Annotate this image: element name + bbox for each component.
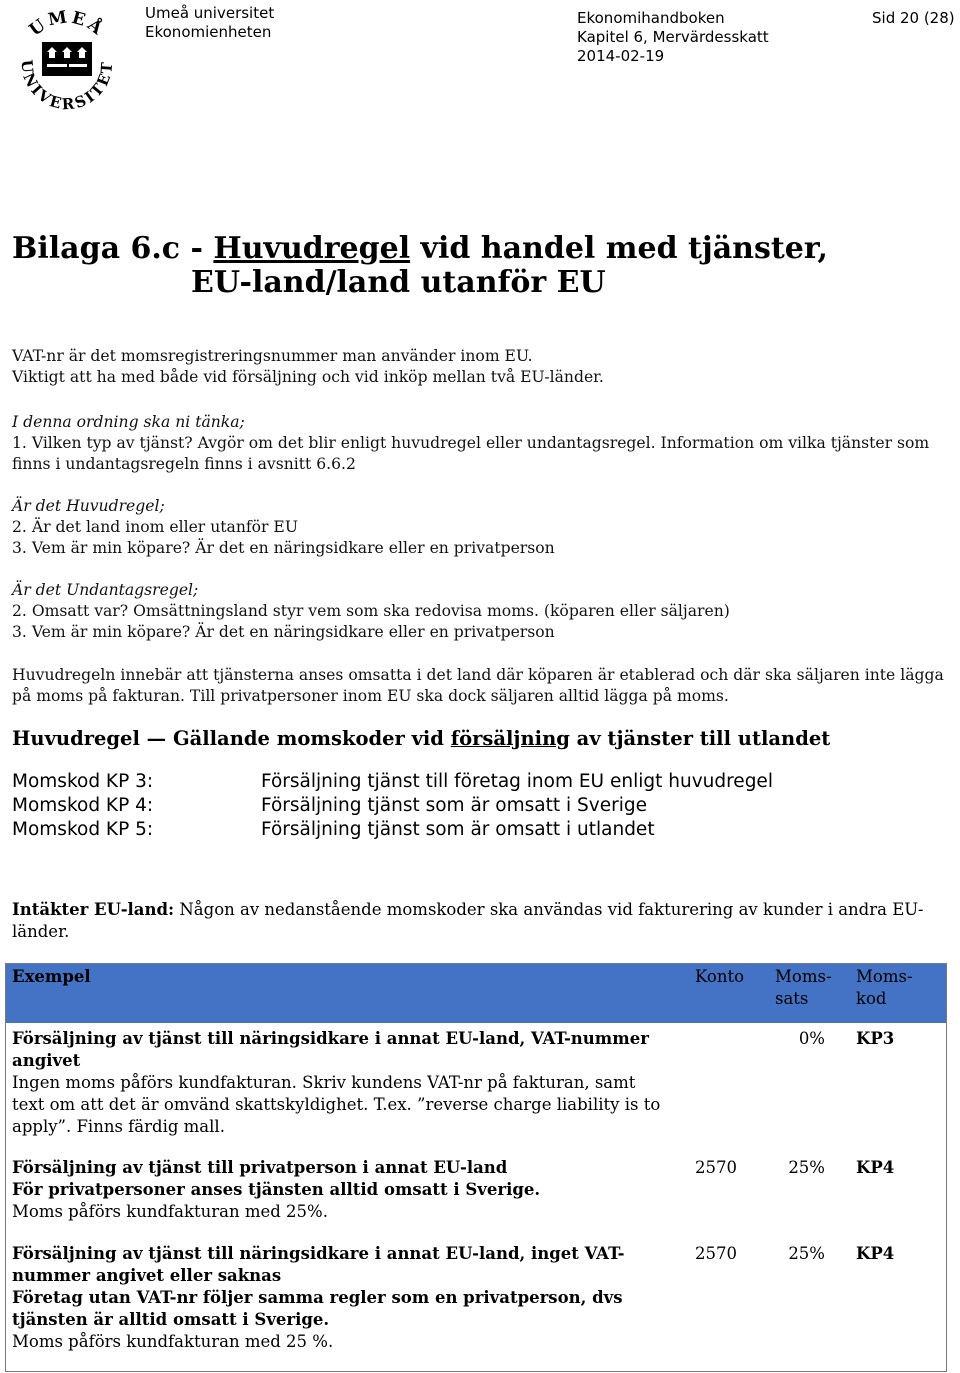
intro-line-1: VAT-nr är det momsregistreringsnummer man använder inom EU.	[12, 347, 533, 365]
intro	[12, 346, 947, 388]
title-line2: EU-land/land utanför EU	[191, 265, 606, 300]
svg-text:UMEÅ: UMEÅ	[25, 6, 109, 41]
row-momskod: KP4	[856, 1158, 895, 1177]
row-momssats: 25%	[788, 1244, 825, 1263]
intakter-label: Intäkter EU-land:	[12, 900, 175, 919]
col-exempel: Exempel	[12, 967, 91, 986]
row-momssats: 25%	[788, 1158, 825, 1177]
intakter-paragraph	[12, 899, 942, 943]
summary-paragraph: Huvudregeln innebär att tjänsterna anses omsatta i det land där köparen är etablerad och där ska säljaren inte lägga på moms på fakturan. Till privatpersoner inom EU ska dock säljaren alltid lägga på moms.	[12, 666, 944, 705]
momskod-text: Försäljning tjänst som är omsatt i utlandet	[261, 819, 655, 840]
intro-line-2: Viktigt att ha med både vid försäljning och vid inköp mellan två EU-länder.	[12, 368, 604, 386]
header-doc: Ekonomihandboken	[577, 9, 725, 27]
row-text: Ingen moms påförs kundfakturan. Skriv kundens VAT-nr på fakturan, samt text om att det är omvänd skattskyldighet. T.ex. ”reverse charge liability is to apply”. Finns färdig mall.	[12, 1073, 661, 1136]
huvudregel-block	[12, 496, 947, 559]
header-org: Umeå universitet	[145, 4, 275, 22]
title-underlined: Huvudregel	[213, 231, 411, 266]
table-header	[6, 964, 946, 1023]
momskod-row	[12, 818, 912, 842]
header-unit: Ekonomienheten	[145, 23, 272, 41]
row-bold2: Företag utan VAT-nr följer samma regler som en privatperson, dvs tjänsten är alltid omsatt i Sverige.	[12, 1288, 623, 1329]
umea-university-logo	[6, 2, 128, 124]
momskod-list	[12, 770, 912, 842]
momskod-row	[12, 794, 912, 818]
page-number: Sid 20 (28)	[872, 9, 955, 27]
huvudregel-heading: Är det Huvudregel;	[12, 497, 165, 515]
row-momssats: 0%	[798, 1029, 825, 1048]
ordning-item-1: 1. Vilken typ av tjänst? Avgör om det blir enligt huvudregel eller undantagsregel. Information om vilka tjänster som finns i undantagsregeln finns i avsnitt 6.6.2	[12, 434, 930, 473]
title-prefix: Bilaga 6.c -	[12, 231, 214, 266]
huvudregel-item-3: 3. Vem är min köpare? Är det en näringsidkare eller en privatperson	[12, 539, 555, 557]
row-text: Moms påförs kundfakturan med 25 %.	[12, 1332, 334, 1351]
page-title	[12, 232, 828, 300]
exempel-table	[5, 963, 947, 1372]
section-heading	[12, 726, 830, 752]
row-konto: 2570	[695, 1244, 737, 1263]
header-date: 2014-02-19	[577, 47, 665, 65]
section-underlined: försäljning	[450, 727, 570, 750]
undantagsregel-block	[12, 580, 947, 643]
header-middle	[577, 9, 769, 66]
section-prefix: Huvudregel — Gällande momskoder vid	[12, 727, 451, 750]
huvudregel-item-2: 2. Är det land inom eller utanför EU	[12, 518, 298, 536]
table-row-2-exempel	[12, 1157, 672, 1223]
ordning-block	[12, 412, 947, 475]
table-row-1-exempel	[12, 1028, 662, 1138]
momskod-label: Momskod KP 3:	[12, 771, 154, 792]
row-title: Försäljning av tjänst till näringsidkare i annat EU-land, VAT-nummer angivet	[12, 1029, 649, 1070]
intakter-text: Någon av nedanstående momskoder ska användas vid fakturering av kunder i andra EU-länder.	[12, 900, 924, 941]
table-row-3-exempel	[12, 1243, 677, 1353]
momskod-label: Momskod KP 5:	[12, 819, 154, 840]
section-suffix: av tjänster till utlandet	[569, 727, 831, 750]
ordning-heading: I denna ordning ska ni tänka;	[12, 413, 245, 431]
row-momskod: KP4	[856, 1244, 895, 1263]
momskod-text: Försäljning tjänst till företag inom EU enligt huvudregel	[261, 771, 773, 792]
header-chapter: Kapitel 6, Mervärdesskatt	[577, 28, 769, 46]
col-momssats: Moms-sats	[775, 967, 832, 1008]
momskod-text: Försäljning tjänst som är omsatt i Sverige	[261, 795, 647, 816]
undantagsregel-heading: Är det Undantagsregel;	[12, 581, 199, 599]
row-momskod: KP3	[856, 1029, 895, 1048]
row-text: Moms påförs kundfakturan med 25%.	[12, 1202, 328, 1221]
svg-text:UNIVERSITET: UNIVERSITET	[17, 59, 117, 114]
momskod-row	[12, 770, 912, 794]
row-title: Försäljning av tjänst till privatperson i annat EU-land	[12, 1158, 508, 1177]
col-konto: Konto	[695, 967, 745, 986]
row-konto: 2570	[695, 1158, 737, 1177]
title-rest: vid handel med tjänster,	[410, 231, 828, 266]
undantagsregel-item-2: 2. Omsatt var? Omsättningsland styr vem som ska redovisa moms. (köparen eller säljaren)	[12, 602, 730, 620]
row-bold2: För privatpersoner anses tjänsten alltid omsatt i Sverige.	[12, 1180, 541, 1199]
header-left	[145, 4, 274, 42]
row-title: Försäljning av tjänst till näringsidkare i annat EU-land, inget VAT-nummer angivet eller saknas	[12, 1244, 625, 1285]
col-momskod: Moms-kod	[856, 967, 913, 1008]
momskod-label: Momskod KP 4:	[12, 795, 154, 816]
undantagsregel-item-3: 3. Vem är min köpare? Är det en näringsidkare eller en privatperson	[12, 623, 555, 641]
